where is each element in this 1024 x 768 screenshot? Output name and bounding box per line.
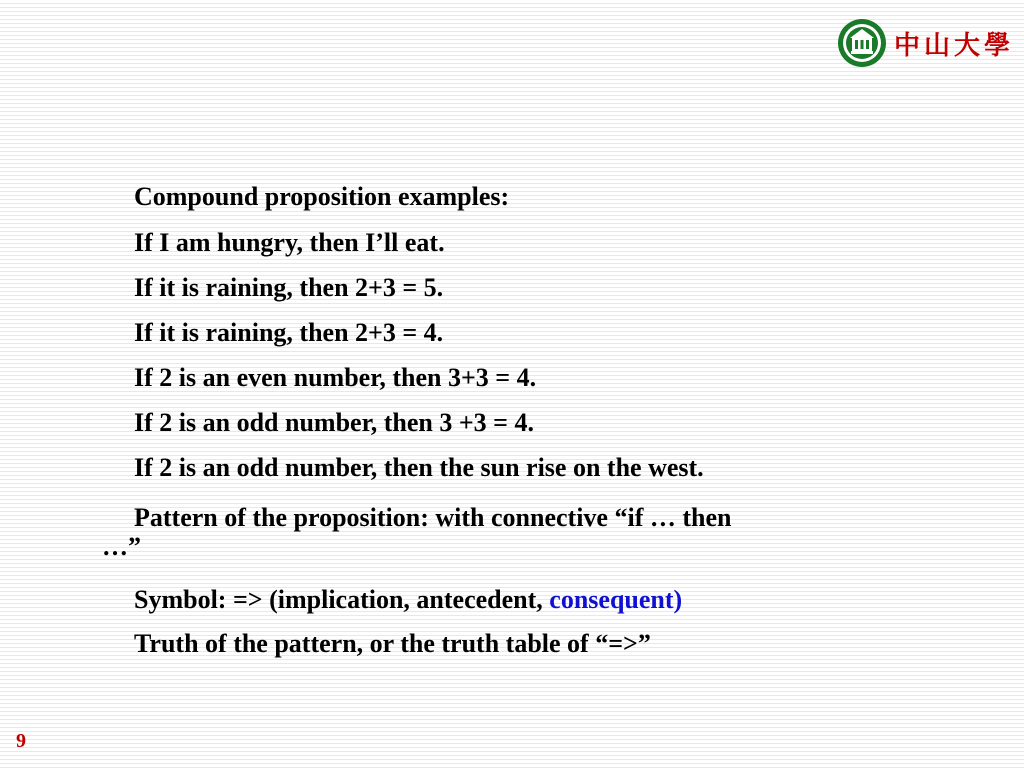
pattern-line: Pattern of the proposition: with connective “if … then (134, 503, 732, 532)
page-number: 9 (16, 730, 26, 752)
university-name: 中山大學 (894, 30, 1015, 61)
heading-line: Compound proposition examples: (134, 182, 510, 211)
consequent-highlight: consequent) (549, 585, 683, 614)
example-line-1: If I am hungry, then I’ll eat. (134, 228, 445, 257)
example-line-6: If 2 is an odd number, then the sun rise on the west. (134, 453, 704, 482)
example-line-4: If 2 is an even number, then 3+3 = 4. (134, 363, 537, 392)
pattern-line-continuation: …” (102, 532, 141, 561)
truth-line: Truth of the pattern, or the truth table of “=>” (134, 629, 651, 658)
university-emblem-icon (836, 17, 888, 69)
example-line-3: If it is raining, then 2+3 = 4. (134, 318, 444, 347)
symbol-text: Symbol: => (implication, antecedent, (134, 585, 550, 614)
university-logo (836, 14, 1016, 72)
example-line-2: If it is raining, then 2+3 = 5. (134, 273, 444, 302)
symbol-line (134, 585, 682, 615)
example-line-5: If 2 is an odd number, then 3 +3 = 4. (134, 408, 534, 437)
